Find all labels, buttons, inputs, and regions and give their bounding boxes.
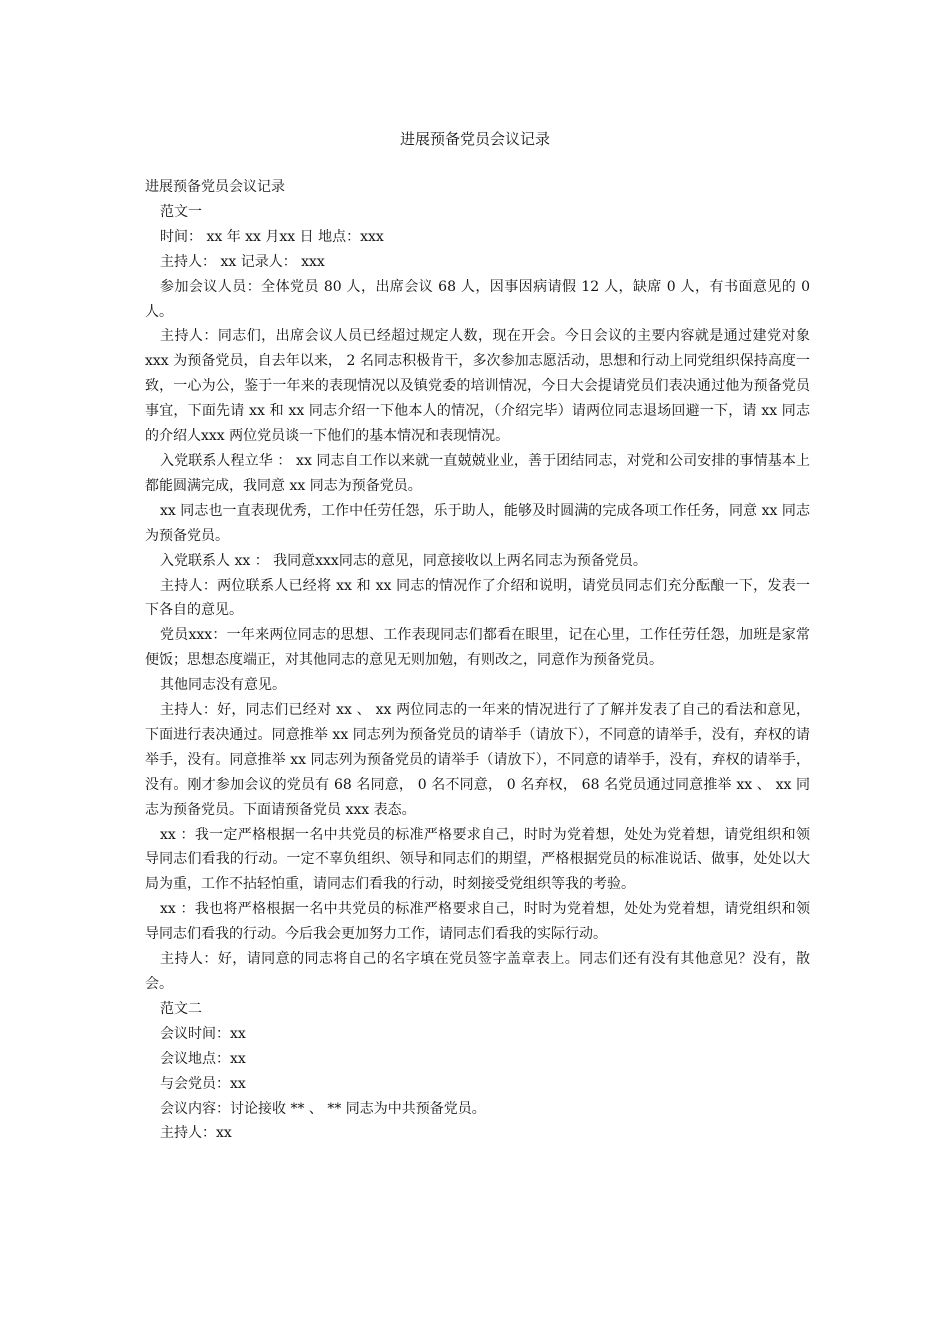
paragraph: 主持人：同志们，出席会议人员已经超过规定人数，现在开会。今日会议的主要内容就是通过建党对象 xxx 为预备党员，自去年以来， 2 名同志积极肯干，多次参加志愿活动，思想和行动上同党组织保持高度一致，一心为公，鉴于一年来的表现情况以及镇党委的培训情况，今日大会提请党员们表决通过他为预备党员事宜，下面先请 xx 和 xx 同志介绍一下他本人的情况，（介绍完毕）请两位同志退场回避一下，请 xx 同志的介绍人xxx 两位党员谈一下他们的基本情况和表现情况。 — [145, 328, 810, 445]
paragraph: 主持人： xx 记录人： xxx — [160, 253, 325, 270]
paragraph: 参加会议人员：全体党员 80 人，出席会议 68 人，因事因病请假 12 人，缺席 0 人，有书面意见的 0 人。 — [145, 278, 810, 320]
paragraph: xx ：我也将严格根据一名中共党员的标准严格要求自己，时时为党着想，处处为党着想，请党组织和领导同志们看我的行动。今后我会更加努力工作，请同志们看我的实际行动。 — [145, 901, 810, 943]
paragraph: 其他同志没有意见。 — [160, 677, 286, 694]
paragraph: 范文二 — [160, 1000, 202, 1017]
paragraph: 主持人：两位联系人已经将 xx 和 xx 同志的情况作了介绍和说明，请党员同志们充分酝酿一下，发表一下各自的意见。 — [145, 577, 810, 619]
paragraph: 主持人：好，同志们已经对 xx 、 xx 两位同志的一年来的情况进行了了解并发表了自己的看法和意见，下面进行表决通过。同意推举 xx 同志列为预备党员的请举手（请放下），不同意的请举手，没有，弃权的请举手，没有。同意推举 xx 同志列为预备党员的请举手（请放下），不同意的请举手，没有，弃权的请举手，没有。刚才参加会议的党员有 68 名同意， 0 名不同意， 0 名弃权， 68 名党员通过同意推举 xx 、 xx 同志为预备党员。下面请预备党员 xxx 表态。 — [145, 702, 810, 818]
paragraph: 进展预备党员会议记录 — [145, 179, 285, 195]
paragraph: 入党联系人 xx ： 我同意xxx同志的意见，同意接收以上两名同志为预备党员。 — [160, 552, 647, 569]
paragraph: 会议时间：xx — [160, 1025, 246, 1042]
document-body — [145, 175, 810, 1146]
paragraph: 入党联系人程立华 ： xx 同志自工作以来就一直兢兢业业，善于团结同志，对党和公司安排的事情基本上都能圆满完成，我同意 xx 同志为预备党员。 — [145, 452, 810, 494]
paragraph: 党员xxx：一年来两位同志的思想、工作表现同志们都看在眼里，记在心里，工作任劳任怨，加班是家常便饭；思想态度端正，对其他同志的意见无则加勉，有则改之，同意作为预备党员。 — [145, 627, 810, 669]
paragraph: xx ：我一定严格根据一名中共党员的标准严格要求自己，时时为党着想，处处为党着想，请党组织和领导同志们看我的行动。一定不辜负组织、领导和同志们的期望，严格根据党员的标准说话、做事，处处以大局为重，工作不拈轻怕重，请同志们看我的行动，时刻接受党组织等我的考验。 — [145, 826, 810, 893]
paragraph: xx 同志也一直表现优秀，工作中任劳任怨，乐于助人，能够及时圆满的完成各项工作任务，同意 xx 同志为预备党员。 — [145, 502, 810, 544]
paragraph: 范文一 — [160, 203, 202, 220]
paragraph: 时间： xx 年 xx 月xx 日 地点：xxx — [160, 228, 384, 245]
paragraph: 会议地点：xx — [160, 1050, 246, 1067]
paragraph: 主持人：好，请同意的同志将自己的名字填在党员签字盖章表上。同志们还有没有其他意见？没有，散会。 — [145, 951, 810, 992]
document-title: 进展预备党员会议记录 — [399, 130, 550, 148]
paragraph: 会议内容：讨论接收 ** 、 ** 同志为中共预备党员。 — [160, 1100, 486, 1117]
paragraph: 主持人：xx — [160, 1125, 232, 1142]
paragraph: 与会党员：xx — [160, 1075, 246, 1092]
